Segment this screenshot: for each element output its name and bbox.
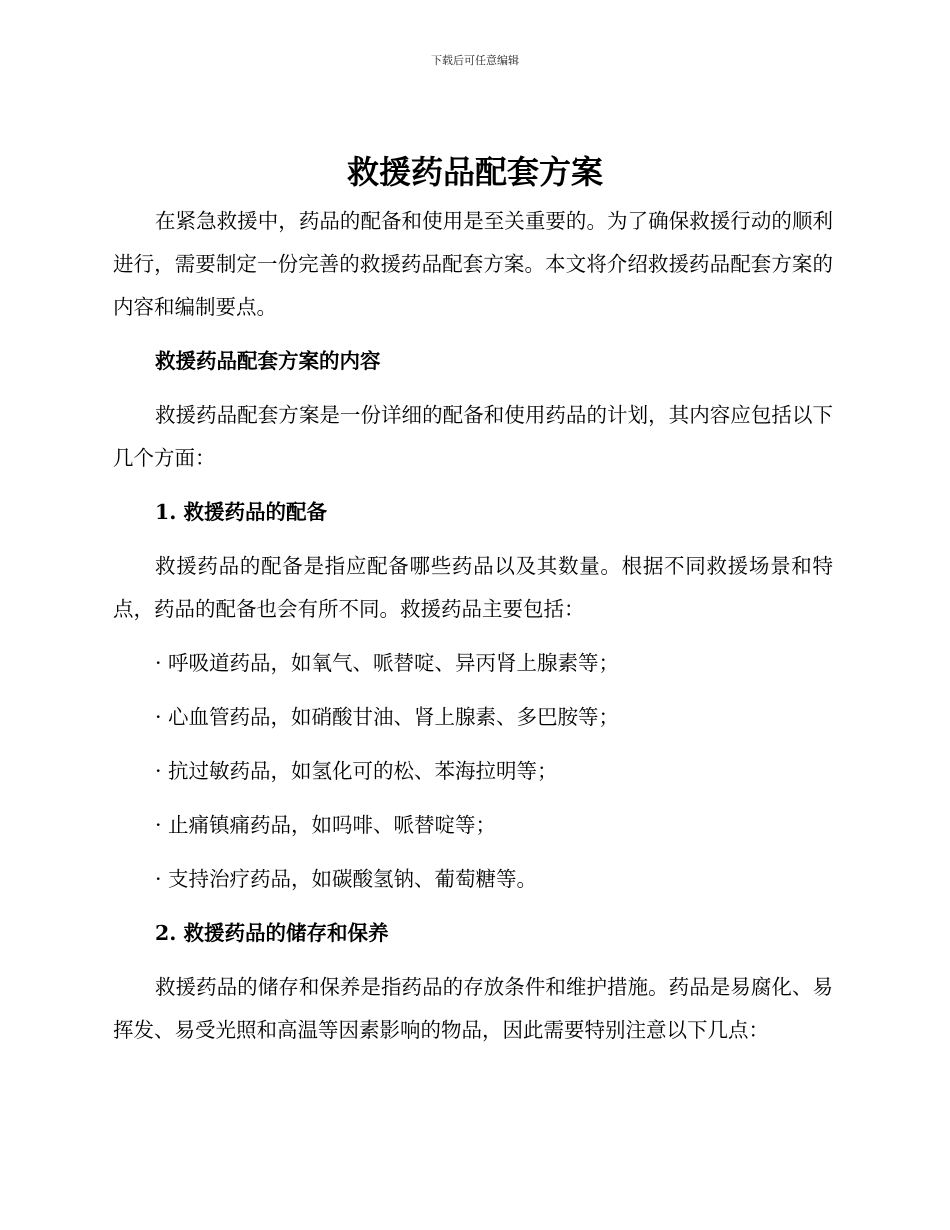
- page-header: 下载后可任意编辑: [431, 54, 519, 67]
- subsection-1-paragraph: 救援药品的配备是指应配备哪些药品以及其数量。根据不同救援场景和特点，药品的配备也会有所不同。救援药品主要包括：: [113, 554, 833, 621]
- subsection-heading-2: 2. 救援药品的储存和保养: [155, 921, 389, 945]
- list-item: · 心血管药品，如硝酸甘油、肾上腺素、多巴胺等；: [155, 705, 620, 729]
- subsection-heading-1: 1. 救援药品的配备: [155, 500, 328, 524]
- intro-paragraph: 在紧急救援中，药品的配备和使用是至关重要的。为了确保救援行动的顺利进行，需要制定一份完善的救援药品配套方案。本文将介绍救援药品配套方案的内容和编制要点。: [113, 209, 833, 319]
- document-body: [113, 200, 833, 1052]
- subsection-2-paragraph: 救援药品的储存和保养是指药品的存放条件和维护措施。药品是易腐化、易挥发、易受光照和高温等因素影响的物品，因此需要特别注意以下几点：: [113, 975, 833, 1042]
- list-item: · 止痛镇痛药品，如吗啡、哌替啶等；: [155, 813, 497, 837]
- list-item: · 抗过敏药品，如氢化可的松、苯海拉明等；: [155, 759, 558, 783]
- document-title: 救援药品配套方案: [346, 153, 603, 191]
- list-item: · 支持治疗药品，如碳酸氢钠、葡萄糖等。: [155, 867, 538, 891]
- section-intro-paragraph: 救援药品配套方案是一份详细的配备和使用药品的计划，其内容应包括以下几个方面：: [113, 403, 833, 470]
- section-heading: 救援药品配套方案的内容: [155, 349, 381, 373]
- list-item: · 呼吸道药品，如氧气、哌替啶、异丙肾上腺素等；: [155, 651, 620, 675]
